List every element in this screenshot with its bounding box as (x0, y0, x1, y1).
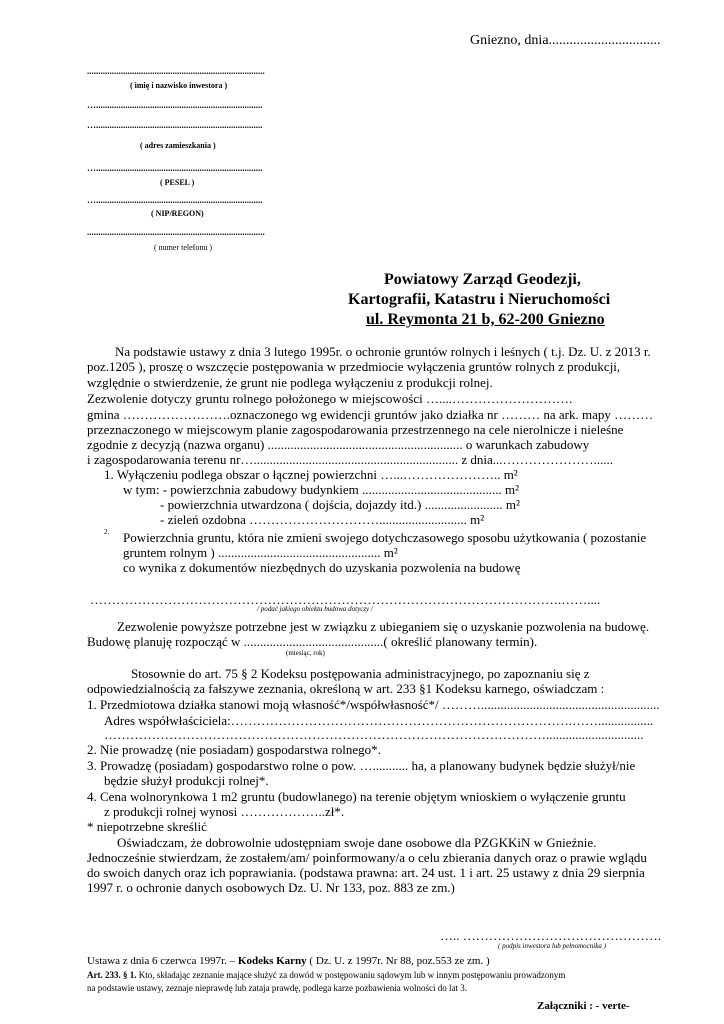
p4-line-4: 1997 r. o ochronie danych osobowych Dz. U. Nr 133, poz. 883 ze zm.) (87, 880, 455, 895)
article-line-1 (87, 970, 565, 980)
p1-line-6: przeznaczonego w miejscowym planie zagospodarowania przestrzennego na cele nierolnicze i nieleśne (87, 422, 624, 437)
article-line-2: na podstawie ustawy, zeznaje nieprawdę lub zataja prawdę, podlega karze pozbawienia wolności do lat 3. (87, 983, 468, 993)
investor-name-line[interactable]: ............................................................................... (87, 66, 265, 76)
decl-2: 2. Nie prowadzę (nie posiadam) gospodarstwa rolnego*. (87, 742, 381, 757)
p1-line-3: względnie o stwierdzenie, że grunt nie podlega wyłączeniu z produkcji rolnej. (87, 375, 493, 390)
p2-label: (miesiąc, rok) (286, 649, 325, 657)
decl-1-coowner: Adres współwłaściciela:…………………………………………………………………….……................. (104, 713, 654, 728)
item2-line-2: gruntem rolnym ) .................................................. m² (123, 545, 398, 560)
decl-4-line-2: z produkcji rolnej wynosi ………………..zł*. (104, 804, 345, 819)
address-line-1[interactable]: ….......................................................................... (87, 100, 263, 110)
signature-label: ( podpis inwestora lub pełnomocnika ) (498, 942, 606, 950)
p1-line-8: i zagospodarowania terenu nr…............................................................... z dnia...…………………...... (87, 452, 614, 467)
address-label: ( adres zamieszkania ) (140, 141, 216, 150)
p4-line-2: Jednocześnie stwierdzam, że zostałem/am/ poinformowany/a o celu zbierania danych oraz o prawie wglądu (87, 850, 647, 865)
item2-line-3: co wynika z dokumentów niezbędnych do uzyskania pozwolenia na budowę (123, 560, 521, 575)
object-line[interactable]: ……………………………………………………………………………………………….…….... (90, 592, 601, 607)
decl-4-line-1: 4. Cena wolnorynkowa 1 m2 gruntu (budowlanego) na terenie objętym wnioskiem o wyłączenie gruntu (87, 789, 626, 804)
p1-line-2: poz.1205 ), proszę o wszczęcie postępowania w przedmiocie wyłączenia gruntów rolnych z produkcji, (87, 359, 621, 374)
pesel-line[interactable]: ….......................................................................... (87, 163, 263, 173)
recipient-line-1: Powiatowy Zarząd Geodezji, (384, 271, 581, 288)
decl-1: 1. Przedmiotowa działka stanowi moją własność*/współwłasność*/ ………....................................................... (87, 697, 660, 712)
law-reference (87, 955, 490, 967)
item1-building-area: w tym: - powierzchnia zabudowy budynkiem ........................................... m² (123, 482, 520, 497)
nip-label: ( NIP/REGON) (151, 209, 204, 218)
recipient-line-3: ul. Reymonta 21 b, 62-200 Gniezno (366, 311, 605, 328)
item1-paved-area: - powierzchnia utwardzona ( dojścia, dojazdy itd.) ........................ m² (160, 497, 520, 512)
p1-line-4: Zezwolenie dotyczy gruntu rolnego położonego w miejscowości …....………………………. (87, 391, 573, 406)
object-label: / podać jakiego obiektu budowa dotyczy / (257, 605, 373, 613)
investor-name-label: ( imię i nazwisko inwestora ) (130, 81, 228, 90)
p1-line-1: Na podstawie ustawy z dnia 3 lutego 1995r. o ochronie gruntów rolnych i leśnych ( t.j. Dz. U. z 2013 r. (115, 344, 651, 359)
law-suffix: ( Dz. U. z 1997r. Nr 88, poz.553 ze zm. ) (306, 955, 490, 967)
p1-line-5: gmina …………………….oznaczonego wg ewidencji gruntów jako działka nr ……… na ark. mapy ……… (87, 407, 654, 422)
p1-line-7: zgodnie z decyzją (nazwa organu) ............................................................ o warunkach zabudowy (87, 437, 590, 452)
item2-number: 2. (104, 528, 110, 536)
address-line-2[interactable]: ….......................................................................... (87, 120, 263, 130)
p3-line-2: odpowiedzialnością za fałszywe zeznania, określoną w art. 233 §1 Kodeksu karnego, oświadczam : (87, 681, 605, 696)
p4-line-1: Oświadczam, że dobrowolnie udostępniam swoje dane osobowe dla PZGKKiN w Gnieźnie. (117, 835, 597, 850)
p2-line-2: Budowę planuję rozpocząć w ...........................................( określić planowany termin). (87, 634, 538, 649)
article-number: Art. 233. § 1. (87, 970, 137, 980)
decl-3-line-2: będzie służył produkcji rolnej*. (104, 773, 269, 788)
nip-line[interactable]: ….......................................................................... (87, 195, 263, 205)
pesel-label: ( PESEL ) (160, 178, 195, 187)
item1-greenery-area: - zieleń ozdobna …………………………........................... m² (160, 512, 485, 527)
signature-line[interactable]: ….. ………………………………………. (440, 928, 661, 943)
item2-line-1: Powierzchnia gruntu, która nie zmieni swojego dotychczasowego sposobu użytkowania ( pozostanie (123, 530, 647, 545)
phone-line[interactable]: ............................................................................... (87, 227, 265, 237)
p2-line-1: Zezwolenie powyższe potrzebne jest w związku z ubieganiem się o uzyskanie pozwolenia na budowę. (117, 619, 650, 634)
recipient-line-2: Kartografii, Katastru i Nieruchomości (348, 291, 611, 308)
p4-line-3: do swoich danych oraz ich poprawiania. (podstawa prawna: art. 24 ust. 1 i art. 25 ustawy z dnia 29 sierpnia (87, 865, 645, 880)
item1-total-area: 1. Wyłączeniu podlega obszar o łącznej powierzchni …...………………….. m² (104, 467, 518, 482)
phone-label: ( numer telefonu ) (154, 243, 212, 252)
article-text-1: Kto, składając zeznanie mające służyć za dowód w postępowaniu sądowym lub w innym postępowaniu prowadzonym (136, 970, 566, 980)
decl-1-extra-line[interactable]: ………………………………………………………………………………………….............................. (104, 727, 644, 742)
law-prefix: Ustawa z dnia 6 czerwca 1997r. – (87, 955, 238, 967)
law-title: Kodeks Karny (237, 955, 307, 967)
place-date: Gniezno, dnia................................ (470, 33, 661, 48)
attachments-note: Załączniki : - verte- (537, 1000, 630, 1012)
p3-line-1: Stosownie do art. 75 § 2 Kodeksu postępowania administracyjnego, po zapoznaniu się z (131, 666, 590, 681)
decl-3-line-1: 3. Prowadzę (posiadam) gospodarstwo rolne o pow. …........... ha, a planowany budynek będzie służył/nie (87, 758, 636, 773)
footnote: * niepotrzebne skreślić (87, 819, 207, 834)
